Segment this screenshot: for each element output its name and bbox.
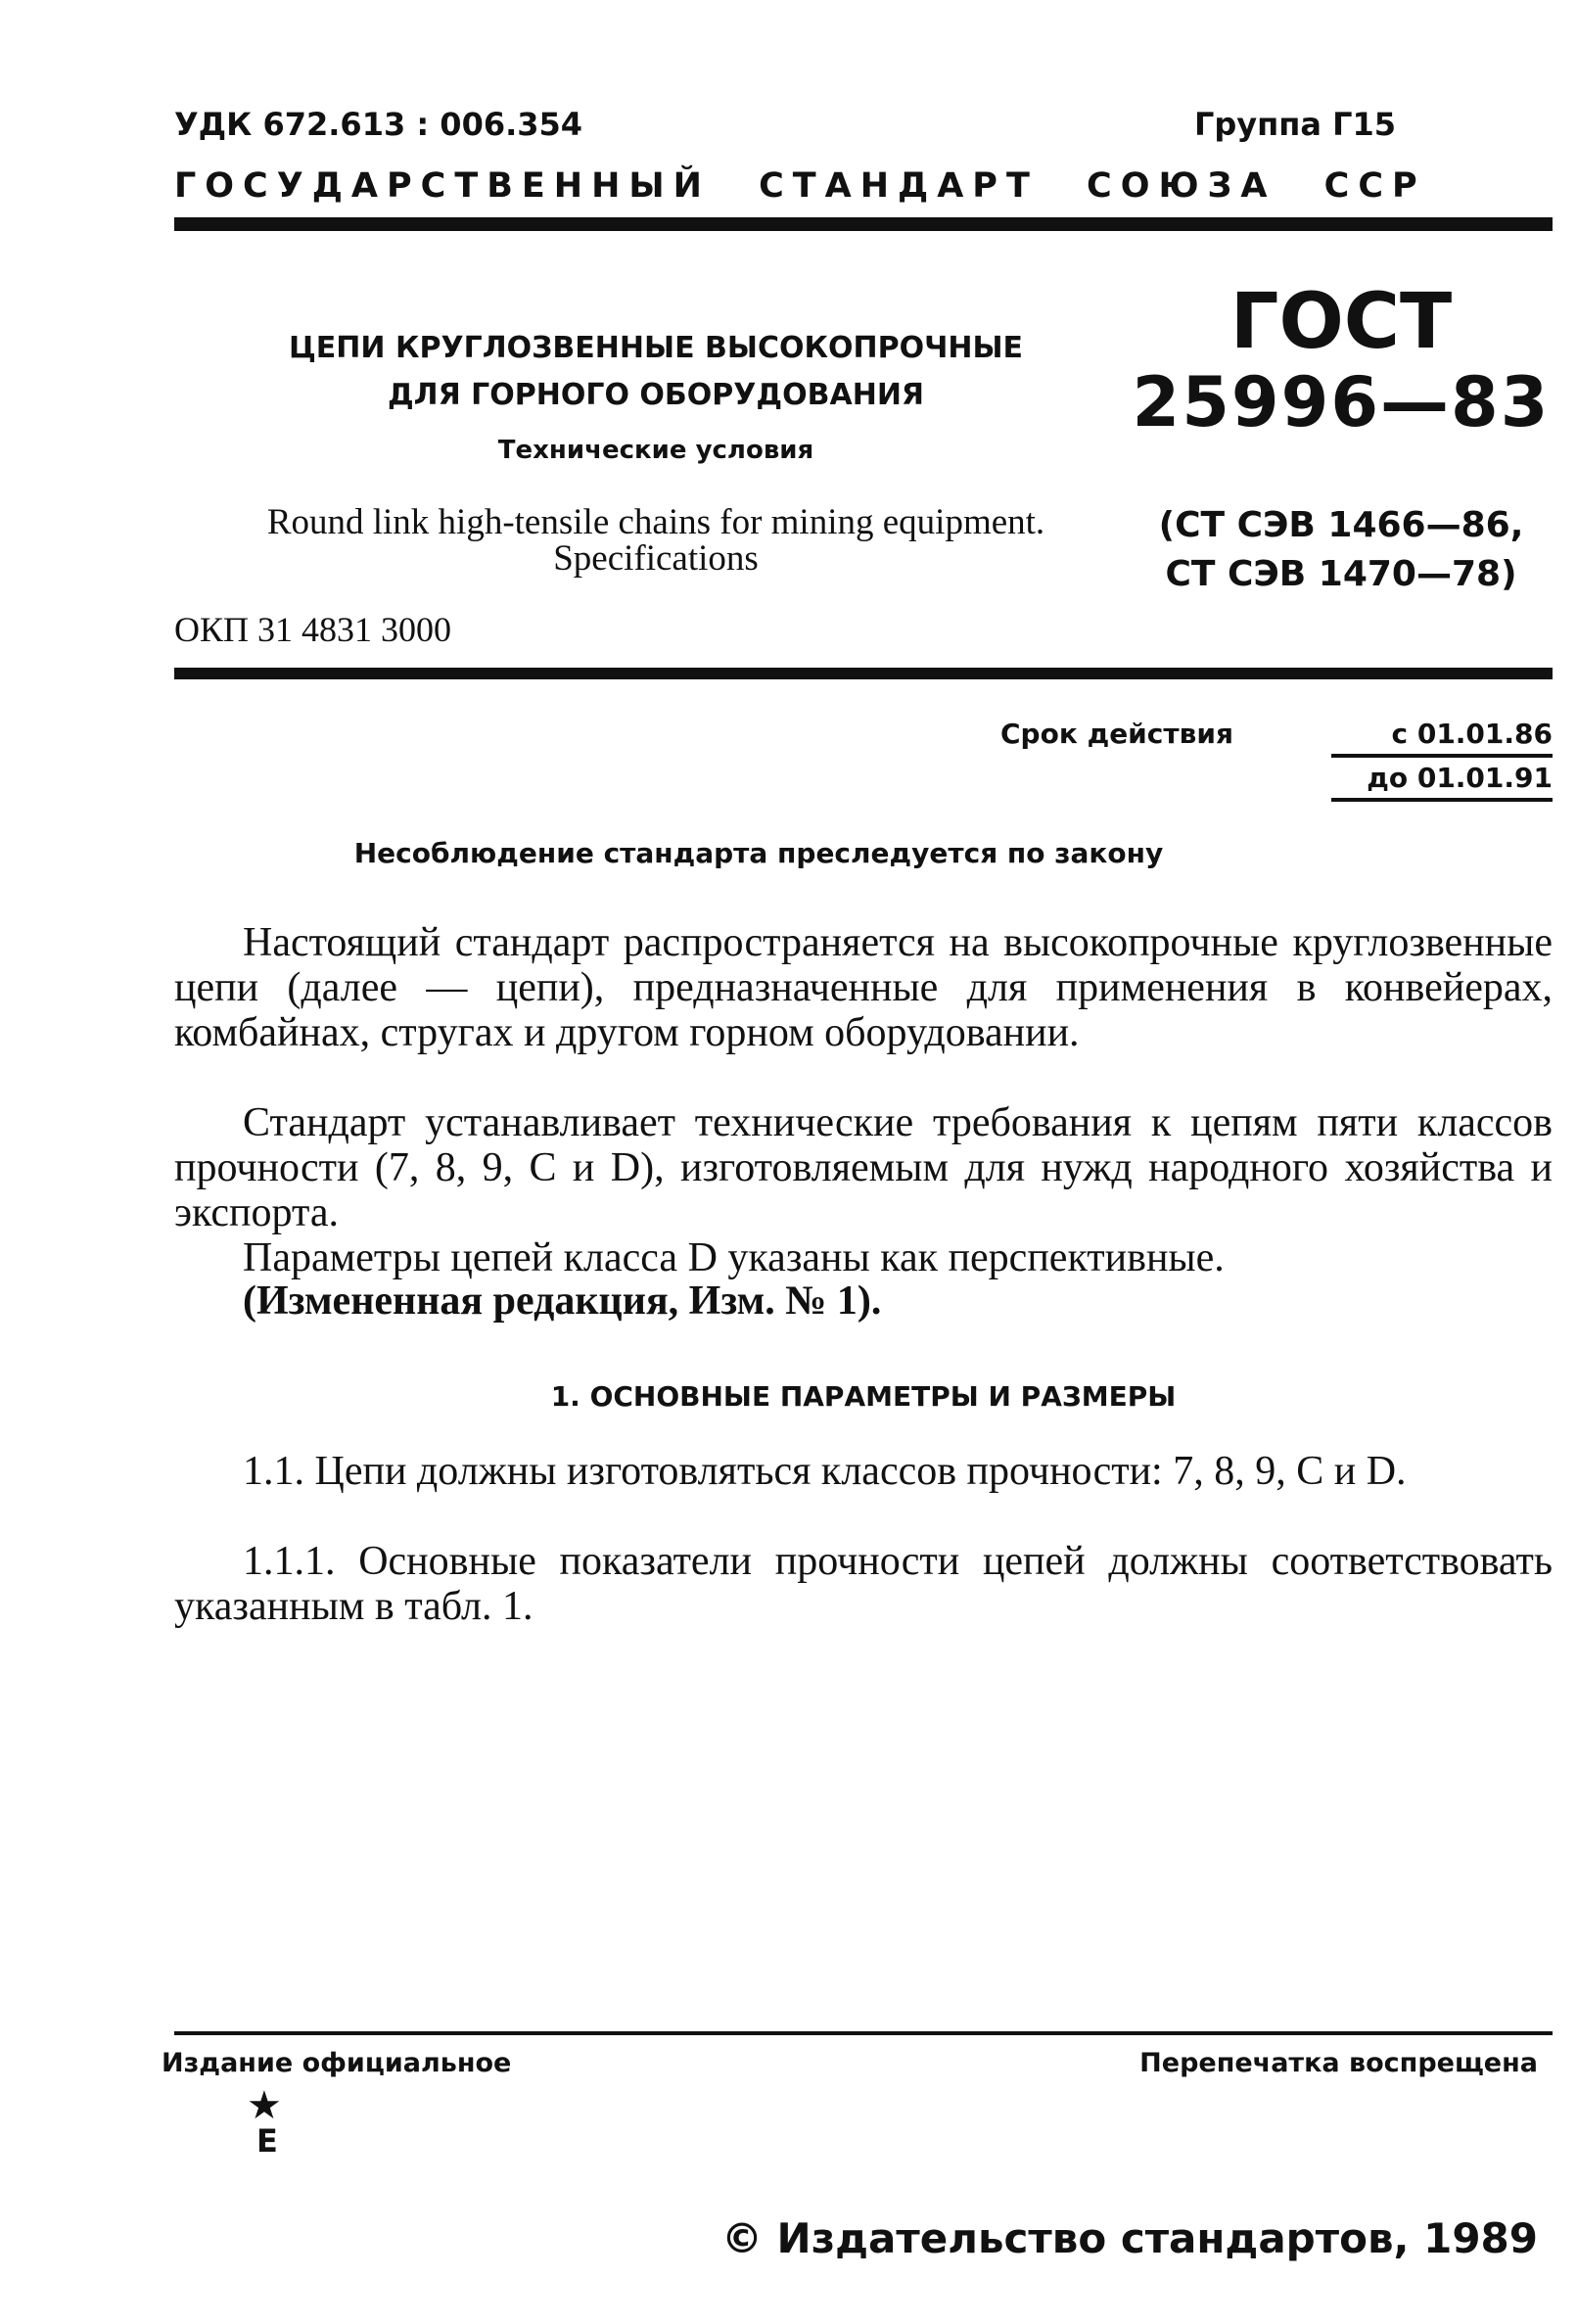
english-title-line-2: Specifications <box>553 538 759 579</box>
middle-divider <box>174 668 1553 679</box>
paragraph-class-d: Параметры цепей класса D указаны как перспективные. <box>243 1235 1225 1280</box>
law-notice: Несоблюдение стандарта преследуется по закону <box>353 837 1164 869</box>
top-divider <box>174 217 1553 231</box>
gost-number: 25996—83 <box>1132 362 1551 442</box>
validity-from-underline <box>1331 754 1553 758</box>
paragraph-requirements: Стандарт устанавливает технические требования к цепям пяти классов прочности (7, 8, 9, С и D), изготовляемым для нужд народного хозяйства и экспорта. <box>174 1100 1553 1235</box>
english-title-line-1: Round link high-tensile chains for mining equipment. <box>266 502 1045 542</box>
reprint-prohibited: Перепечатка воспрещена <box>1139 2048 1538 2078</box>
validity-to: до 01.01.91 <box>1367 762 1553 794</box>
title-line-1: ЦЕПИ КРУГЛОЗВЕННЫЕ ВЫСОКОПРОЧНЫЕ <box>288 331 1024 365</box>
validity-label: Срок действия <box>1000 718 1233 750</box>
edition-letter: Е <box>256 2122 278 2160</box>
paragraph-scope: Настоящий стандарт распространяется на высокопрочные круглозвенные цепи (далее — цепи), предназначенные для применения в конвейерах, комбайнах, стругах и другом горном оборудовании. <box>174 920 1553 1055</box>
state-standard-heading: ГОСУДАРСТВЕННЫЙ СТАНДАРТ СОЮЗА ССР <box>174 166 1426 206</box>
clause-1-1-1: 1.1.1. Основные показатели прочности цепей должны соответствовать указанным в табл. 1. <box>174 1539 1553 1629</box>
okp-code: ОКП 31 4831 3000 <box>174 610 452 649</box>
gost-name: ГОСТ <box>1229 278 1453 366</box>
amendment-note: (Измененная редакция, Изм. № 1). <box>243 1278 882 1324</box>
copyright: © Издательство стандартов, 1989 <box>720 2214 1538 2262</box>
star-icon: ★ <box>247 2083 282 2128</box>
title-subtitle: Технические условия <box>497 436 814 465</box>
sev-reference-2: СТ СЭВ 1470—78) <box>1165 554 1517 594</box>
clause-1-1: 1.1. Цепи должны изготовляться классов прочности: 7, 8, 9, С и D. <box>243 1449 1407 1494</box>
official-edition: Издание официальное <box>162 2048 512 2078</box>
group-code: Группа Г15 <box>1193 106 1396 143</box>
title-line-2: ДЛЯ ГОРНОГО ОБОРУДОВАНИЯ <box>387 378 925 412</box>
udk-code: УДК 672.613 : 006.354 <box>174 106 583 143</box>
validity-to-underline <box>1331 798 1553 802</box>
validity-from: с 01.01.86 <box>1391 718 1553 750</box>
footer-divider <box>174 2031 1553 2035</box>
sev-reference-1: (СТ СЭВ 1466—86, <box>1158 505 1524 545</box>
section-heading: 1. ОСНОВНЫЕ ПАРАМЕТРЫ И РАЗМЕРЫ <box>550 1380 1177 1413</box>
